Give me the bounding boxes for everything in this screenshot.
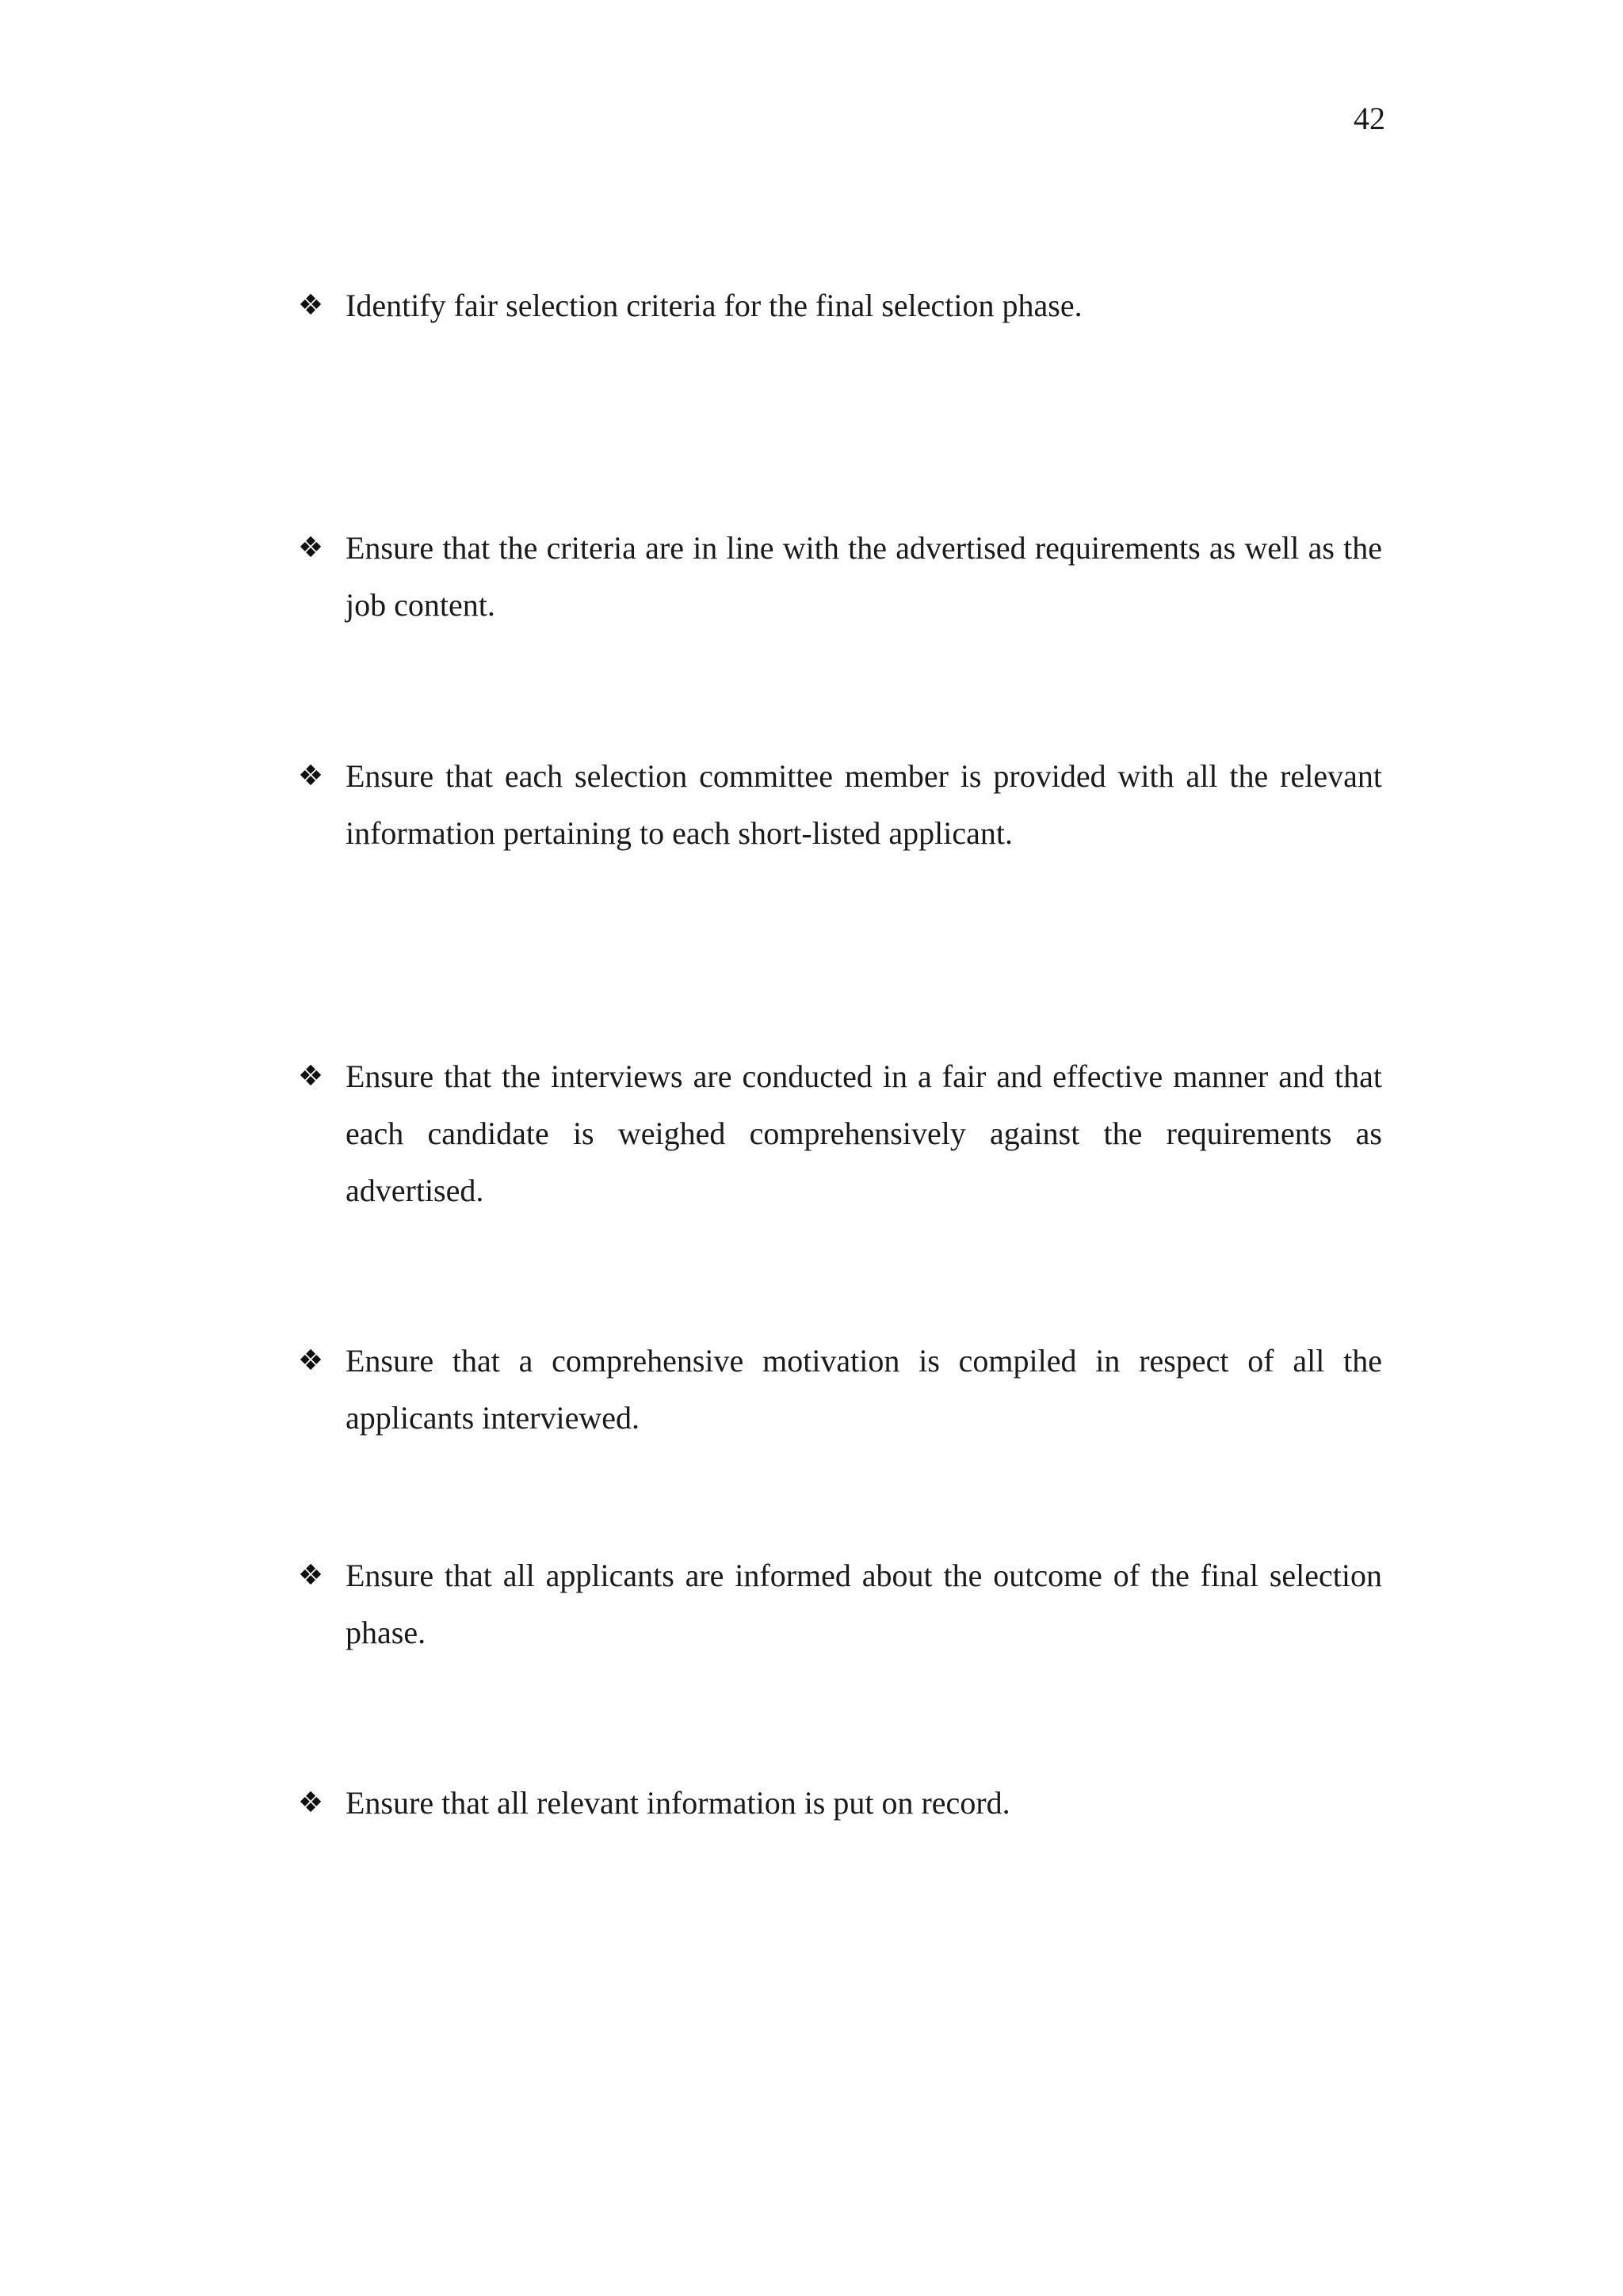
list-item-text: Ensure that the interviews are conducted in a fair and effective manner and that each candidate is weighed comprehensively against the requirements as advertised.	[346, 1058, 1382, 1208]
list-item	[295, 520, 1382, 634]
list-item	[295, 1333, 1382, 1447]
diamond-bullet-icon: ❖	[297, 760, 324, 792]
diamond-bullet-icon: ❖	[297, 1559, 324, 1592]
list-item-text: Ensure that the criteria are in line with the advertised requirements as well as the job content.	[346, 530, 1382, 623]
list-item-text: Ensure that all relevant information is put on record.	[346, 1785, 1010, 1821]
diamond-bullet-icon: ❖	[297, 532, 324, 564]
page-number: 42	[1354, 101, 1385, 136]
list-item-text: Identify fair selection criteria for the final selection phase.	[346, 288, 1083, 323]
diamond-bullet-icon: ❖	[297, 1060, 324, 1093]
list-item-text: Ensure that each selection committee member is provided with all the relevant information pertaining to each short-listed applicant.	[346, 758, 1382, 851]
list-item	[295, 748, 1382, 862]
list-item	[295, 1048, 1382, 1219]
list-item	[295, 1775, 1382, 1832]
list-item	[295, 277, 1382, 334]
list-item-text: Ensure that a comprehensive motivation is compiled in respect of all the applicants interviewed.	[346, 1343, 1382, 1436]
diamond-bullet-icon: ❖	[297, 289, 324, 322]
list-item	[295, 1547, 1382, 1661]
diamond-bullet-icon: ❖	[297, 1344, 324, 1377]
diamond-bullet-icon: ❖	[297, 1787, 324, 1819]
list-item-text: Ensure that all applicants are informed about the outcome of the final selection phase.	[346, 1558, 1382, 1650]
